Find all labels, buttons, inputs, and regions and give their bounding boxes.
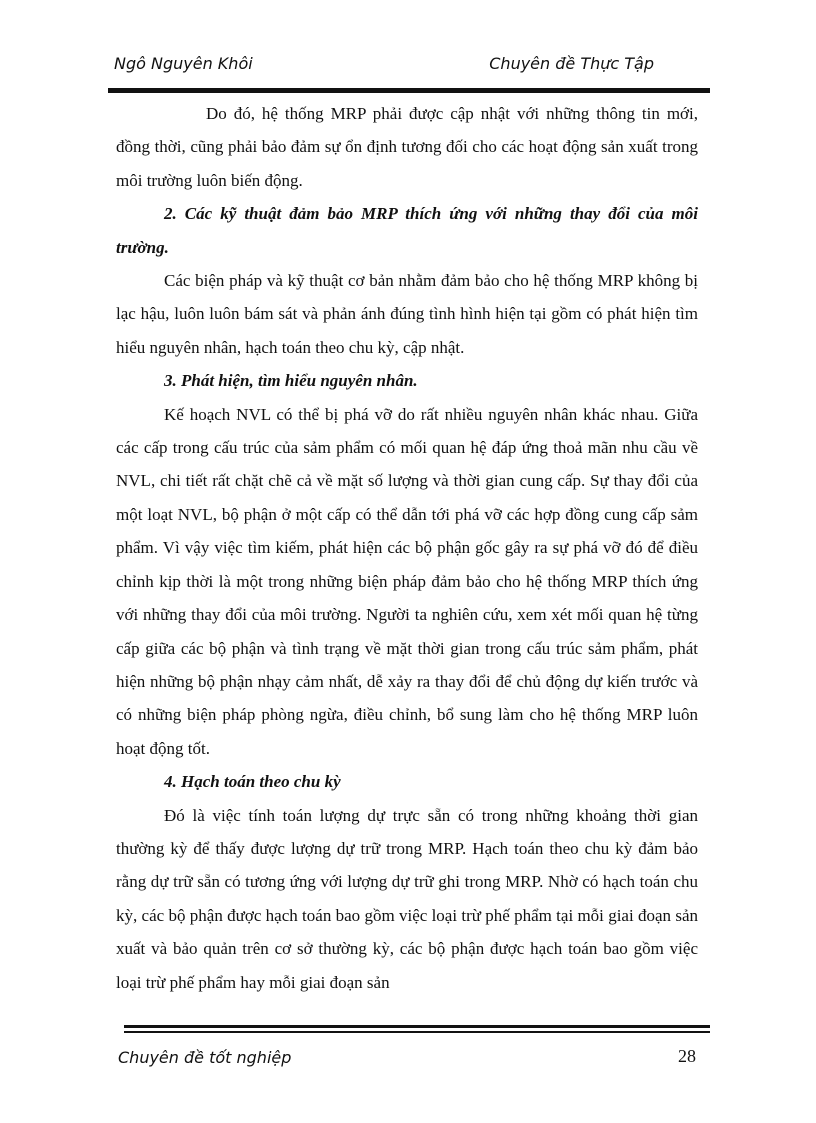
header-title: Chuyên đề Thực Tập xyxy=(489,54,654,73)
paragraph-intro: Do đó, hệ thống MRP phải được cập nhật với những thông tin mới, đồng thời, cũng phải bảo đảm sự ổn định tương đối cho các hoạt động sản xuất trong môi trường luôn biến động. xyxy=(116,104,698,190)
header-rule xyxy=(108,88,710,93)
paragraph-section-4: Đó là việc tính toán lượng dự trực sẵn có trong những khoảng thời gian thường kỳ để thấy được lượng dự trữ trong MRP. Hạch toán theo chu kỳ đảm bảo rằng dự trữ sẵn có tương ứng với lượng dự trữ ghi trong MRP. Nhờ có hạch toán chu kỳ, các bộ phận được hạch toán bao gồm việc loại trừ phế phẩm tại mỗi giai đoạn sản xuất và bảo quản trên cơ sở thường kỳ, các bộ phận được hạch toán bao gồm việc loại trừ phế phẩm hay mỗi giai đoạn sản xyxy=(116,805,698,992)
heading-section-3: 3. Phát hiện, tìm hiểu nguyên nhân. xyxy=(164,371,418,391)
heading-section-2: 2. Các kỹ thuật đảm bảo MRP thích ứng với những thay đổi của môi trường. xyxy=(116,204,698,257)
footer-rule-thin xyxy=(124,1031,710,1033)
paragraph-section-3: Kế hoạch NVL có thể bị phá vỡ do rất nhiều nguyên nhân khác nhau. Giữa các cấp trong cấu trúc của sảm phẩm có mối quan hệ đáp ứng thoả mãn nhu cầu về NVL, chi tiết rất chặt chẽ cả về mặt số lượng và thời gian cung cấp. Sự thay đổi của một loạt NVL, bộ phận ở một cấp có thể dẫn tới phá vỡ các hợp đồng cung cấp sảm phẩm. Vì vậy việc tìm kiếm, phát hiện các bộ phận gốc gây ra sự phá vỡ đó để điều chỉnh kịp thời là một trong những biện pháp đảm bảo cho hệ thống MRP thích ứng với những thay đổi của môi trường. Người ta nghiên cứu, xem xét mối quan hệ từng cấp giữa các bộ phận và tình trạng về mặt thời gian trong cấu trúc sảm phẩm, phát hiện những bộ phận nhạy cảm nhất, dễ xảy ra thay đổi để chủ động dự kiến trước và có những biện pháp phòng ngừa, điều chỉnh, bổ sung làm cho hệ thống MRP luôn hoạt động tốt. xyxy=(116,404,698,758)
paragraph-section-2: Các biện pháp và kỹ thuật cơ bản nhằm đảm bảo cho hệ thống MRP không bị lạc hậu, luôn luôn bám sát và phản ánh đúng tình hình hiện tại gồm có phát hiện tìm hiểu nguyên nhân, hạch toán theo chu kỳ, cập nhật. xyxy=(116,271,698,357)
heading-section-4: 4. Hạch toán theo chu kỳ xyxy=(164,772,341,792)
page-header xyxy=(108,50,708,80)
footer-label: Chuyên đề tốt nghiệp xyxy=(118,1048,292,1067)
document-body xyxy=(116,97,698,999)
footer-rule-thick xyxy=(124,1025,710,1028)
header-author: Ngô Nguyên Khôi xyxy=(114,54,253,73)
page-number: 28 xyxy=(678,1046,696,1066)
